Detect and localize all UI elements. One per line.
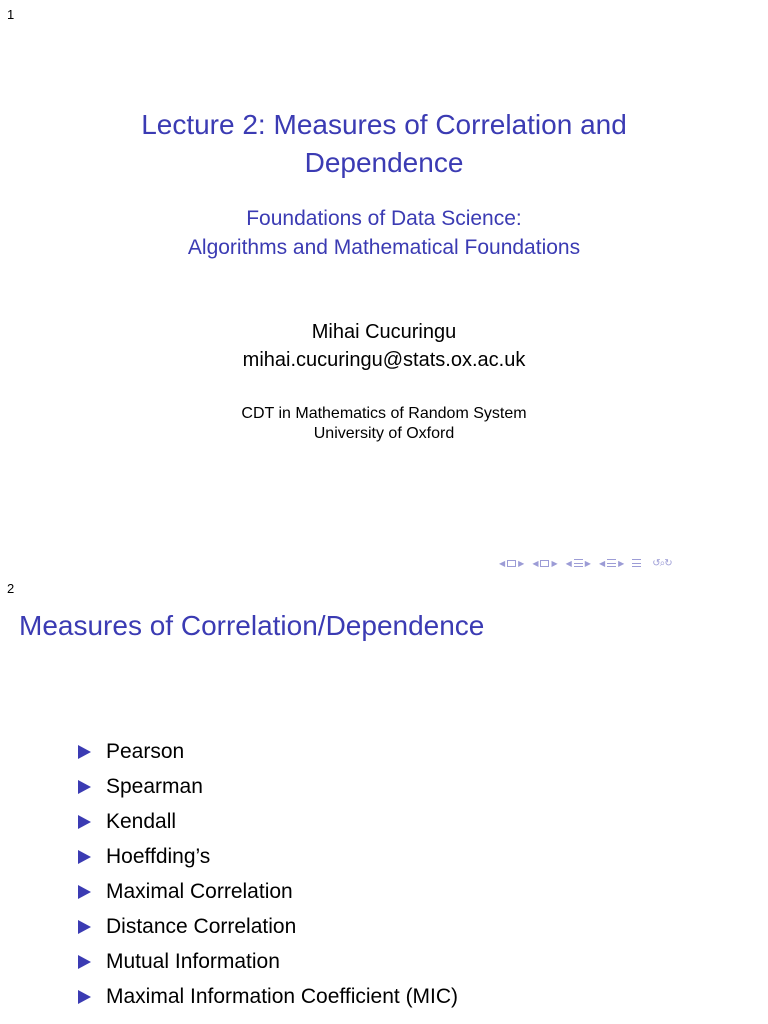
subtitle-line: Algorithms and Mathematical Foundations bbox=[187, 236, 581, 259]
list-item bbox=[78, 909, 458, 944]
lecture-subtitle bbox=[0, 204, 768, 262]
list-item-label: Hoeffding’s bbox=[106, 844, 211, 868]
list-item-label: Distance Correlation bbox=[106, 914, 297, 938]
list-item-label: Kendall bbox=[106, 809, 177, 833]
nav-right-arrow-icon[interactable]: ▶ bbox=[618, 558, 625, 568]
list-item bbox=[78, 874, 458, 909]
institute-line: CDT in Mathematics of Random System bbox=[241, 405, 527, 422]
page-number: 1 bbox=[7, 7, 15, 22]
list-item bbox=[78, 839, 458, 874]
list-item bbox=[78, 769, 458, 804]
triangle-bullet-icon bbox=[78, 955, 91, 969]
nav-document-icon[interactable] bbox=[632, 559, 641, 567]
list-item bbox=[78, 944, 458, 979]
nav-left-arrow-icon[interactable]: ◀ bbox=[499, 558, 506, 568]
triangle-bullet-icon bbox=[78, 885, 91, 899]
triangle-bullet-icon bbox=[78, 990, 91, 1004]
list-item-label: Maximal Information Coefficient (MIC) bbox=[106, 984, 459, 1008]
author-info bbox=[0, 318, 768, 374]
subtitle-line: Foundations of Data Science: bbox=[246, 207, 522, 230]
list-item-label: Pearson bbox=[106, 739, 185, 763]
nav-right-arrow-icon[interactable]: ▶ bbox=[551, 558, 558, 568]
beamer-navigation-bar bbox=[498, 556, 672, 570]
lecture-title bbox=[0, 106, 768, 182]
author-email: mihai.cucuringu@stats.ox.ac.uk bbox=[242, 349, 526, 371]
triangle-bullet-icon bbox=[78, 815, 91, 829]
nav-right-arrow-icon[interactable]: ▶ bbox=[584, 558, 591, 568]
nav-section-group[interactable] bbox=[565, 559, 592, 568]
list-item bbox=[78, 804, 458, 839]
frame-title: Measures of Correlation/Dependence bbox=[19, 610, 485, 641]
institute-info bbox=[0, 404, 768, 444]
author-name: Mihai Cucuringu bbox=[311, 321, 457, 343]
list-item-label: Mutual Information bbox=[106, 949, 280, 973]
list-item bbox=[78, 734, 458, 769]
page-number: 2 bbox=[7, 581, 15, 596]
nav-presentation-icon[interactable] bbox=[607, 559, 616, 567]
nav-left-arrow-icon[interactable]: ◀ bbox=[598, 558, 606, 568]
lecture-title-line: Dependence bbox=[304, 147, 464, 178]
lecture-title-line: Lecture 2: Measures of Correlation and bbox=[141, 109, 627, 140]
list-item-label: Maximal Correlation bbox=[106, 879, 293, 903]
triangle-bullet-icon bbox=[78, 850, 91, 864]
nav-presentation-group[interactable] bbox=[598, 559, 625, 568]
nav-left-arrow-icon[interactable]: ◀ bbox=[565, 558, 572, 568]
institute-line: University of Oxford bbox=[313, 425, 455, 442]
list-item-label: Spearman bbox=[106, 774, 203, 798]
nav-search-icon[interactable]: ↺⌕↻ bbox=[652, 557, 672, 569]
nav-frame-icon[interactable] bbox=[507, 560, 516, 567]
nav-document-group[interactable] bbox=[631, 559, 642, 567]
nav-left-arrow-icon[interactable]: ◀ bbox=[532, 558, 539, 568]
nav-section-icon[interactable] bbox=[574, 559, 583, 567]
list-item bbox=[78, 979, 458, 1014]
nav-right-arrow-icon[interactable]: ▶ bbox=[518, 558, 525, 568]
nav-frame-group[interactable] bbox=[498, 559, 525, 568]
nav-subsection-icon[interactable] bbox=[540, 560, 549, 567]
triangle-bullet-icon bbox=[78, 780, 91, 794]
nav-subsection-group[interactable] bbox=[531, 559, 558, 568]
measures-list bbox=[78, 734, 458, 1014]
content-slide bbox=[0, 576, 768, 1024]
triangle-bullet-icon bbox=[78, 745, 91, 759]
triangle-bullet-icon bbox=[78, 920, 91, 934]
